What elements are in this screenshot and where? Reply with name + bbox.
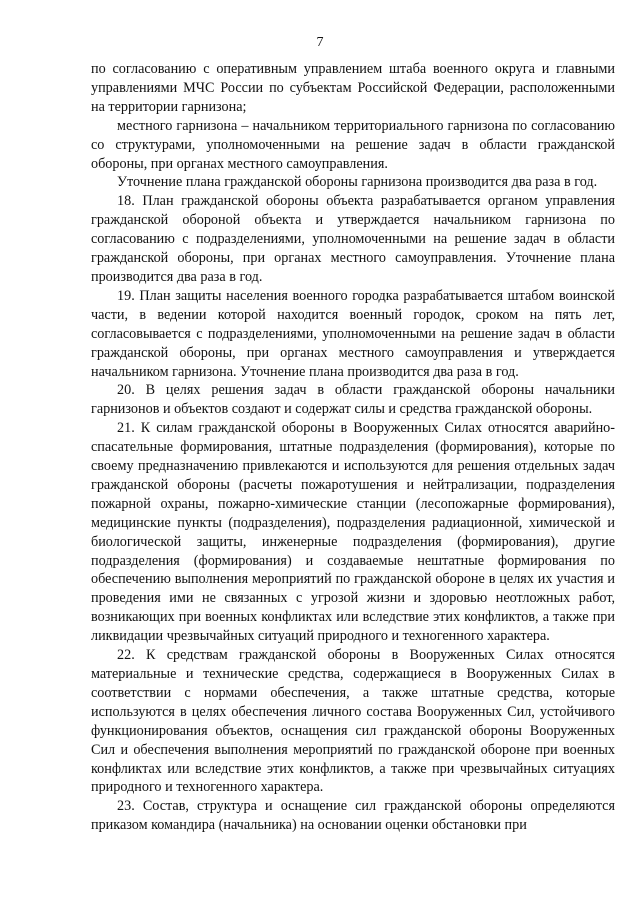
paragraph-plan-refinement: Уточнение плана гражданской обороны гарнизона производится два раза в год. bbox=[117, 174, 598, 191]
paragraph-19: 19. План защиты населения военного городка разрабатывается штабом воинской части, в ведении которой находится военный городок, сроком на пять лет, согласовывается с подразделениями, уполномоченными на решение задач в области гражданской обороны, при органах местного самоуправления и утверждается начальником гарнизона. Уточнение плана производится два раза в год. bbox=[91, 287, 615, 380]
paragraph-18: 18. План гражданской обороны объекта разрабатывается органом управления гражданской обороной объекта и утверждается начальником гарнизона по согласованию с подразделениями, уполномоченными на решение задач в области гражданской обороны, при органах местного самоуправления. Уточнение плана производится два раза в год. bbox=[91, 193, 615, 285]
paragraph-continuation: по согласованию с оперативным управлением штаба военного округа и главными управлениями МЧС России по субъектам Российской Федерации, расположенными на территории гарнизона; bbox=[91, 61, 615, 115]
paragraph-20: 20. В целях решения задач в области гражданской обороны начальники гарнизонов и объектов создают и содержат силы и средства гражданской обороны. bbox=[91, 382, 615, 418]
paragraph-local-garrison: местного гарнизона – начальником территориального гарнизона по согласованию со структурами, уполномоченными на решение задач в области гражданской обороны, при органах местного самоуправления. bbox=[91, 117, 615, 172]
paragraph-21: 21. К силам гражданской обороны в Вооруженных Силах относятся аварийно-спасательные формирования, штатные подразделения (формирования), которые по своему предназначению привлекаются и используются для решения отдельных задач гражданской обороны (расчеты пожаротушения и нейтрализации, подразделения пожарной охраны, пожарно-химические станции (лесопожарные формирования), медицинские пункты (подразделения), подразделения радиационной, химической и биологической защиты, инженерные подразделения (формирования), другие подразделения (формирования) и создаваемые нештатные формирования по обеспечению выполнения мероприятий по гражданской обороне в целях их участия и проведения ими не связанных с угрозой жизни и здоровью неотложных работ, возникающих при военных конфликтах или вследствие этих конфликтов, а также при ликвидации чрезвычайных ситуаций природного и техногенного характера. bbox=[91, 420, 615, 645]
paragraph-23: 23. Состав, структура и оснащение сил гражданской обороны определяются приказом командира (начальника) на основании оценки обстановки при bbox=[91, 798, 615, 834]
document-body bbox=[91, 60, 615, 835]
page-number: 7 bbox=[316, 35, 324, 50]
paragraph-22: 22. К средствам гражданской обороны в Вооруженных Силах относятся материальные и технические средства, содержащиеся в Вооруженных Силах в соответствии с нормами обеспечения, а также штатные средства, которые используются в целях обеспечения личного состава Вооруженных Сил, устойчивого функционирования объектов, оснащения сил гражданской обороны Вооруженных Сил и обеспечения выполнения мероприятий по гражданской обороне при военных конфликтах или вследствие этих конфликтов, а также при чрезвычайных ситуациях природного и техногенного характера. bbox=[91, 647, 615, 796]
